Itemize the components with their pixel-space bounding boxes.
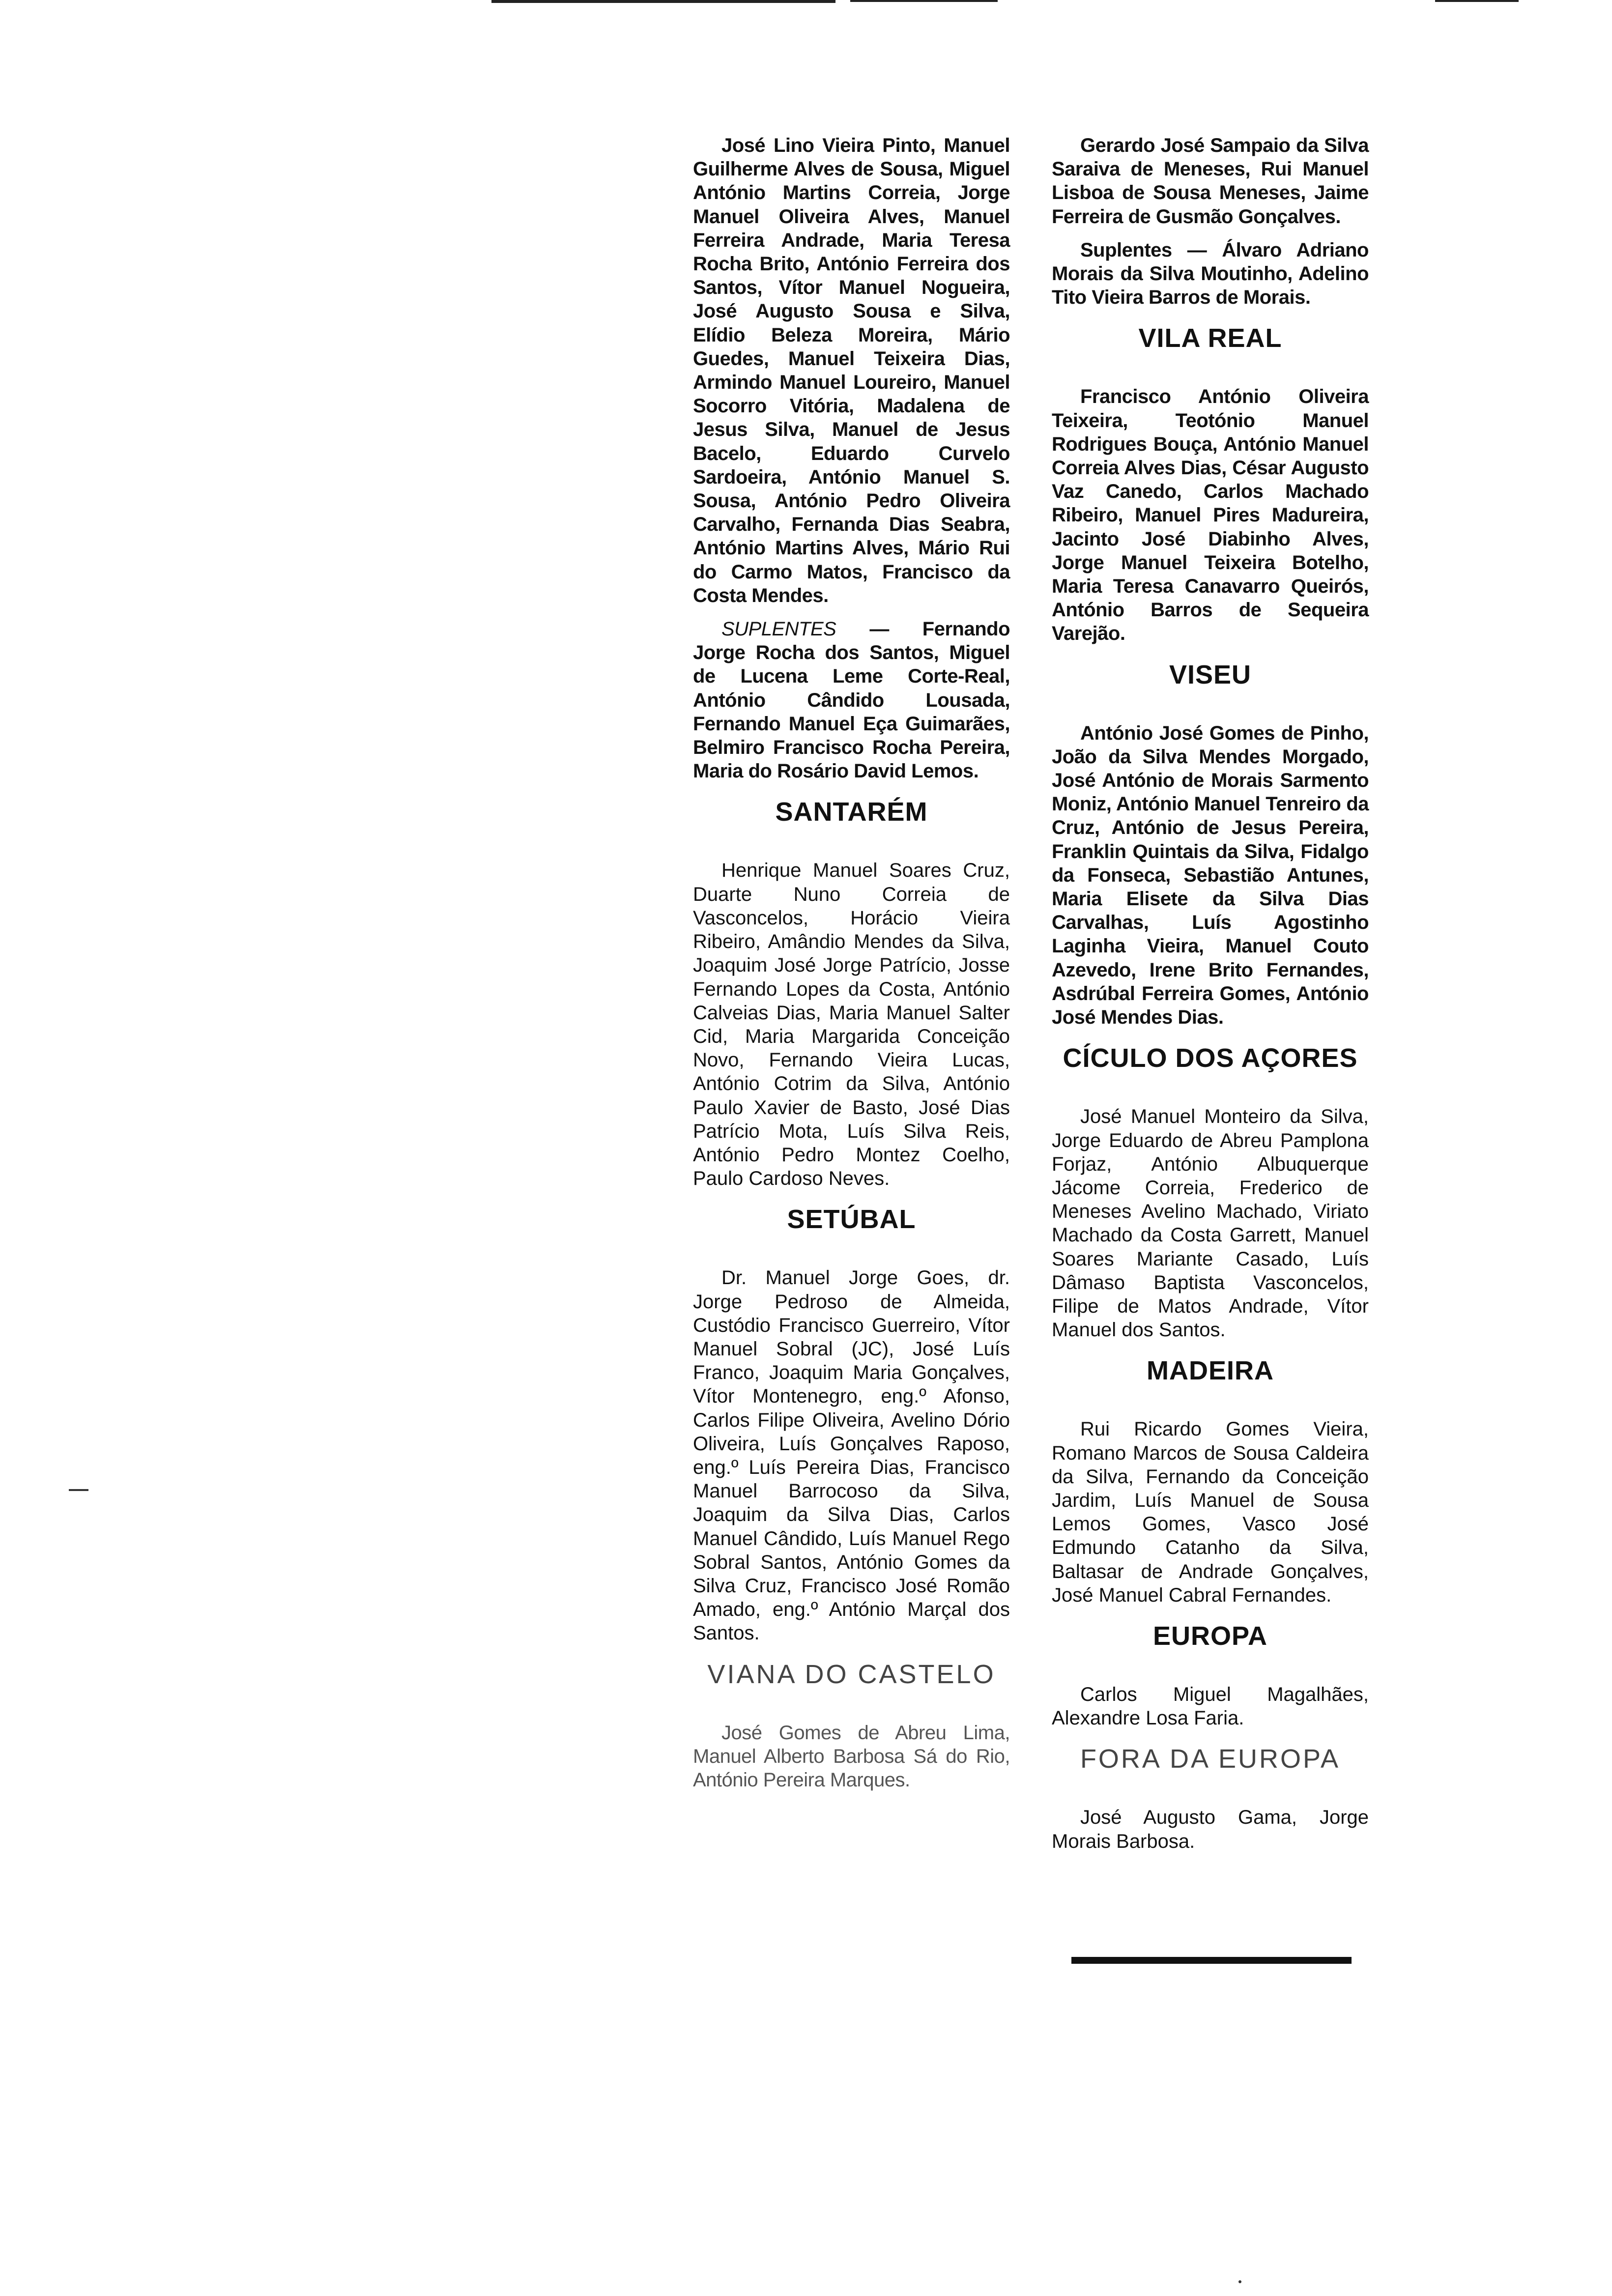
section-heading: VISEU — [1169, 660, 1252, 689]
top-scan-line — [1435, 0, 1519, 2]
section-heading: MADEIRA — [1147, 1356, 1274, 1386]
name-list-paragraph: José Manuel Monteiro da Silva, Jorge Eduardo de Abreu Pamplona Forjaz, António Albuquerque Jácome Correia, Frederico de Meneses Avelino Machado, Viriato Machado da Costa Garrett, Manuel Soares Mariante Casado, Luís Dâmaso Baptista Vasconcelos, Filipe de Matos Andrade, Vítor Manuel dos Santos. — [1052, 1106, 1369, 1341]
name-list-paragraph: José Gomes de Abreu Lima, Manuel Alberto Barbosa Sá do Rio, António Pereira Marques. — [693, 1722, 1010, 1791]
name-list-paragraph: António José Gomes de Pinho, João da Silva Mendes Morgado, José António de Morais Sarmento Moniz, António Manuel Tenreiro da Cruz, António de Jesus Pereira, Franklin Quintais da Silva, Fidalgo da Fonseca, Sebastião Antunes, Maria Elisete da Silva Dias Carvalhas, Luís Agostinho Laginha Vieira, Manuel Couto Azevedo, Irene Brito Fernandes, Asdrúbal Ferreira Gomes, António José Mendes Dias. — [1052, 722, 1369, 1029]
name-list-paragraph: Dr. Manuel Jorge Goes, dr. Jorge Pedroso de Almeida, Custódio Francisco Guerreiro, Vítor Manuel Sobral (JC), José Luís Franco, Joaquim Maria Gonçalves, Vítor Montenegro, eng.º Afonso, Carlos Filipe Oliveira, Avelino Dório Oliveira, Luís Gonçalves Raposo, eng.º Luís Pereira Dias, Francisco Manuel Barrocoso da Silva, Joaquim da Silva Dias, Carlos Manuel Cândido, Luís Manuel Rego Sobral Santos, António Gomes da Silva Cruz, Francisco José Romão Amado, eng.º António Marçal dos Santos. — [693, 1267, 1010, 1644]
name-list-paragraph: Gerardo José Sampaio da Silva Saraiva de Meneses, Rui Manuel Lisboa de Sousa Meneses, Jaime Ferreira de Gusmão Gonçalves. — [1052, 135, 1369, 228]
section-heading: EUROPA — [1152, 1621, 1268, 1651]
suplentes-label: SUPLENTES — [721, 618, 836, 640]
name-list-paragraph: Henrique Manuel Soares Cruz, Duarte Nuno Correia de Vasconcelos, Horácio Vieira Ribeiro, Amândio Mendes da Silva, Joaquim José Jorge Patrício, Josse Fernando Lopes da Costa, António Calveias Dias, Maria Manuel Salter Cid, Maria Margarida Conceição Novo, Fernando Vieira Lucas, António Cotrim da Silva, António Paulo Xavier de Basto, José Dias Patrício Mota, Luís Silva Reis, António Pedro Montez Coelho, Paulo Cardoso Neves. — [693, 860, 1010, 1190]
left-column — [693, 134, 1010, 1802]
suplentes-names: — Álvaro Adriano Morais da Silva Moutinho, Adelino Tito Vieira Barros de Morais. — [1052, 239, 1369, 309]
right-column — [1052, 134, 1369, 1863]
suplentes-label: Suplentes — [1080, 239, 1172, 261]
name-list-paragraph — [693, 617, 1010, 783]
name-list-paragraph: José Lino Vieira Pinto, Manuel Guilherme Alves de Sousa, Miguel António Martins Correia, Jorge Manuel Oliveira Alves, Manuel Ferreira Andrade, Maria Teresa Rocha Brito, António Ferreira dos Santos, Vítor Manuel Nogueira, José Augusto Sousa e Silva, Elídio Beleza Moreira, Mário Guedes, Manuel Teixeira Dias, Armindo Manuel Loureiro, Manuel Socorro Vitória, Madalena de Jesus Silva, Manuel de Jesus Bacelo, Eduardo Curvelo Sardoeira, António Manuel S. Sousa, António Pedro Oliveira Carvalho, Fernanda Dias Seabra, António Martins Alves, Mário Rui do Carmo Matos, Francisco da Costa Mendes. — [693, 135, 1010, 606]
top-scan-line — [850, 0, 998, 2]
name-list-paragraph — [1052, 238, 1369, 310]
name-list-paragraph: Rui Ricardo Gomes Vieira, Romano Marcos de Sousa Caldeira da Silva, Fernando da Conceição Jardim, Luís Manuel de Sousa Lemos Gomes, Vasco José Edmundo Catanho da Silva, Baltasar de Andrade Gonçalves, José Manuel Cabral Fernandes. — [1052, 1418, 1369, 1606]
section-heading: SETÚBAL — [787, 1205, 916, 1234]
name-list-paragraph: Francisco António Oliveira Teixeira, Teotónio Manuel Rodrigues Bouça, António Manuel Correia Alves Dias, César Augusto Vaz Canedo, Carlos Machado Ribeiro, Manuel Pires Madureira, Jacinto José Diabinho Alves, Jorge Manuel Teixeira Botelho, Maria Teresa Canavarro Queirós, António Barros de Sequeira Varejão. — [1052, 386, 1369, 645]
name-list-paragraph: Carlos Miguel Magalhães, Alexandre Losa Faria. — [1052, 1683, 1369, 1729]
top-scan-line — [491, 0, 835, 3]
section-heading: SANTARÉM — [775, 797, 928, 827]
section-heading: CÍCULO DOS AÇORES — [1063, 1043, 1358, 1073]
name-list-paragraph: José Augusto Gama, Jorge Morais Barbosa. — [1052, 1807, 1369, 1852]
scan-speck — [1238, 2280, 1241, 2283]
scan-speck — [69, 1489, 88, 1491]
section-heading: VIANA DO CASTELO — [707, 1659, 996, 1689]
end-rule — [1071, 1957, 1352, 1964]
suplentes-names: — Fernando Jorge Rocha dos Santos, Miguel de Lucena Leme Corte-Real, António Cândido Lousada, Fernando Manuel Eça Guimarães, Belmiro Francisco Rocha Pereira, Maria do Rosário David Lemos. — [693, 618, 1010, 782]
section-heading: FORA DA EUROPA — [1080, 1744, 1341, 1774]
section-heading: VILA REAL — [1138, 323, 1282, 353]
